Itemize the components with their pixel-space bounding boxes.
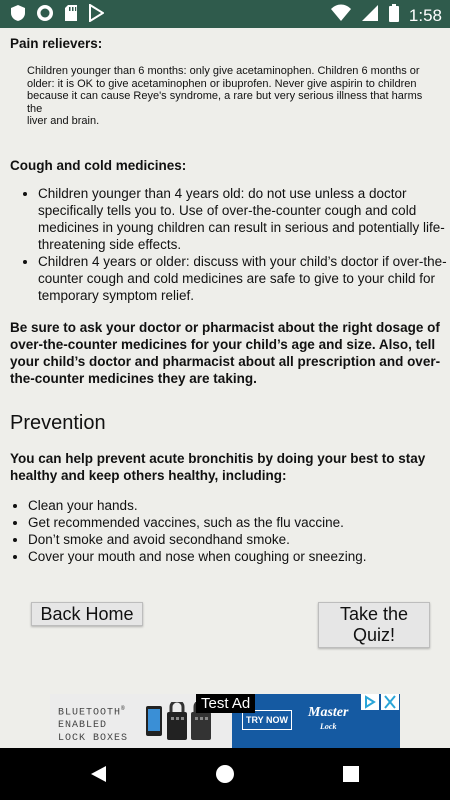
back-icon[interactable] (89, 765, 107, 788)
ad-text: BLUETOOTH® ENABLED LOCK BOXES (58, 705, 129, 745)
list-item: • Don’t smoke and avoid secondhand smoke. (28, 531, 450, 548)
recents-icon[interactable] (343, 766, 359, 787)
shield-icon (10, 4, 26, 27)
play-store-icon (88, 4, 104, 27)
try-now-button[interactable]: TRY NOW (242, 710, 292, 730)
article-content[interactable] (0, 28, 450, 748)
ad-choices-icon[interactable] (361, 694, 379, 715)
list-item: • Cover your mouth and nose when coughing or sneezing. (28, 548, 450, 565)
pain-relievers-section (10, 36, 440, 128)
status-bar (0, 0, 450, 28)
list-item: • Clean your hands. (28, 497, 450, 514)
status-time: 1:58 (408, 5, 442, 25)
close-icon[interactable] (381, 694, 399, 715)
ad-banner[interactable] (50, 694, 400, 748)
battery-icon (389, 4, 399, 27)
dosage-note: Be sure to ask your doctor or pharmacist about the right dosage of over-the-counter medicines for your child’s age and size. Also, tell your child’s doctor and pharmacist about all prescription and over- the-counter medicines they are taking. (10, 320, 441, 386)
navigation-bar (0, 748, 450, 800)
cough-cold-list (10, 185, 450, 304)
master-lock-logo: Master Lock (308, 705, 349, 731)
cough-cold-heading: Cough and cold medicines: (10, 158, 187, 173)
pain-line: older: it is OK to give acetaminophen or ibuprofen. Never give aspirin to children (27, 77, 417, 90)
pain-line: Children younger than 6 months: only give acetaminophen. Children 6 months or (27, 65, 420, 77)
cough-cold-section (10, 158, 450, 304)
back-home-button[interactable]: Back Home (31, 602, 143, 626)
test-ad-label: Test Ad (196, 694, 255, 713)
prevention-intro: You can help prevent acute bronchitis by doing your best to stay healthy and keep others healthy, including: (10, 451, 426, 483)
list-item: • Children younger than 4 years old: do not use unless a doctor specifically tells you to. Use of over-the-counter cough and cold medicines in young children can result in serious and potentially life- threatening side effects. (38, 185, 450, 253)
circle-icon (36, 4, 54, 27)
wifi-icon (331, 4, 351, 27)
signal-icon (361, 4, 379, 27)
list-item: • Children 4 years or older: discuss with your child’s doctor if over-the- counter cough and cold medicines are safe to give to your child for temporary symptom relief. (38, 253, 450, 304)
phone-icon (146, 706, 162, 741)
lock-box-icon (166, 702, 188, 747)
prevention-list (0, 497, 450, 565)
pain-line: because it can cause Reye's syndrome, a rare but very serious illness that harms the (27, 90, 423, 115)
list-item: • Get recommended vaccines, such as the flu vaccine. (28, 514, 450, 531)
sd-card-icon (64, 4, 78, 27)
pain-line: liver and brain. (27, 115, 100, 127)
pain-relievers-heading: Pain relievers: (10, 36, 103, 51)
prevention-title: Prevention (10, 412, 106, 434)
take-quiz-button[interactable]: Take the Quiz! (318, 602, 430, 648)
home-icon[interactable] (215, 764, 235, 789)
